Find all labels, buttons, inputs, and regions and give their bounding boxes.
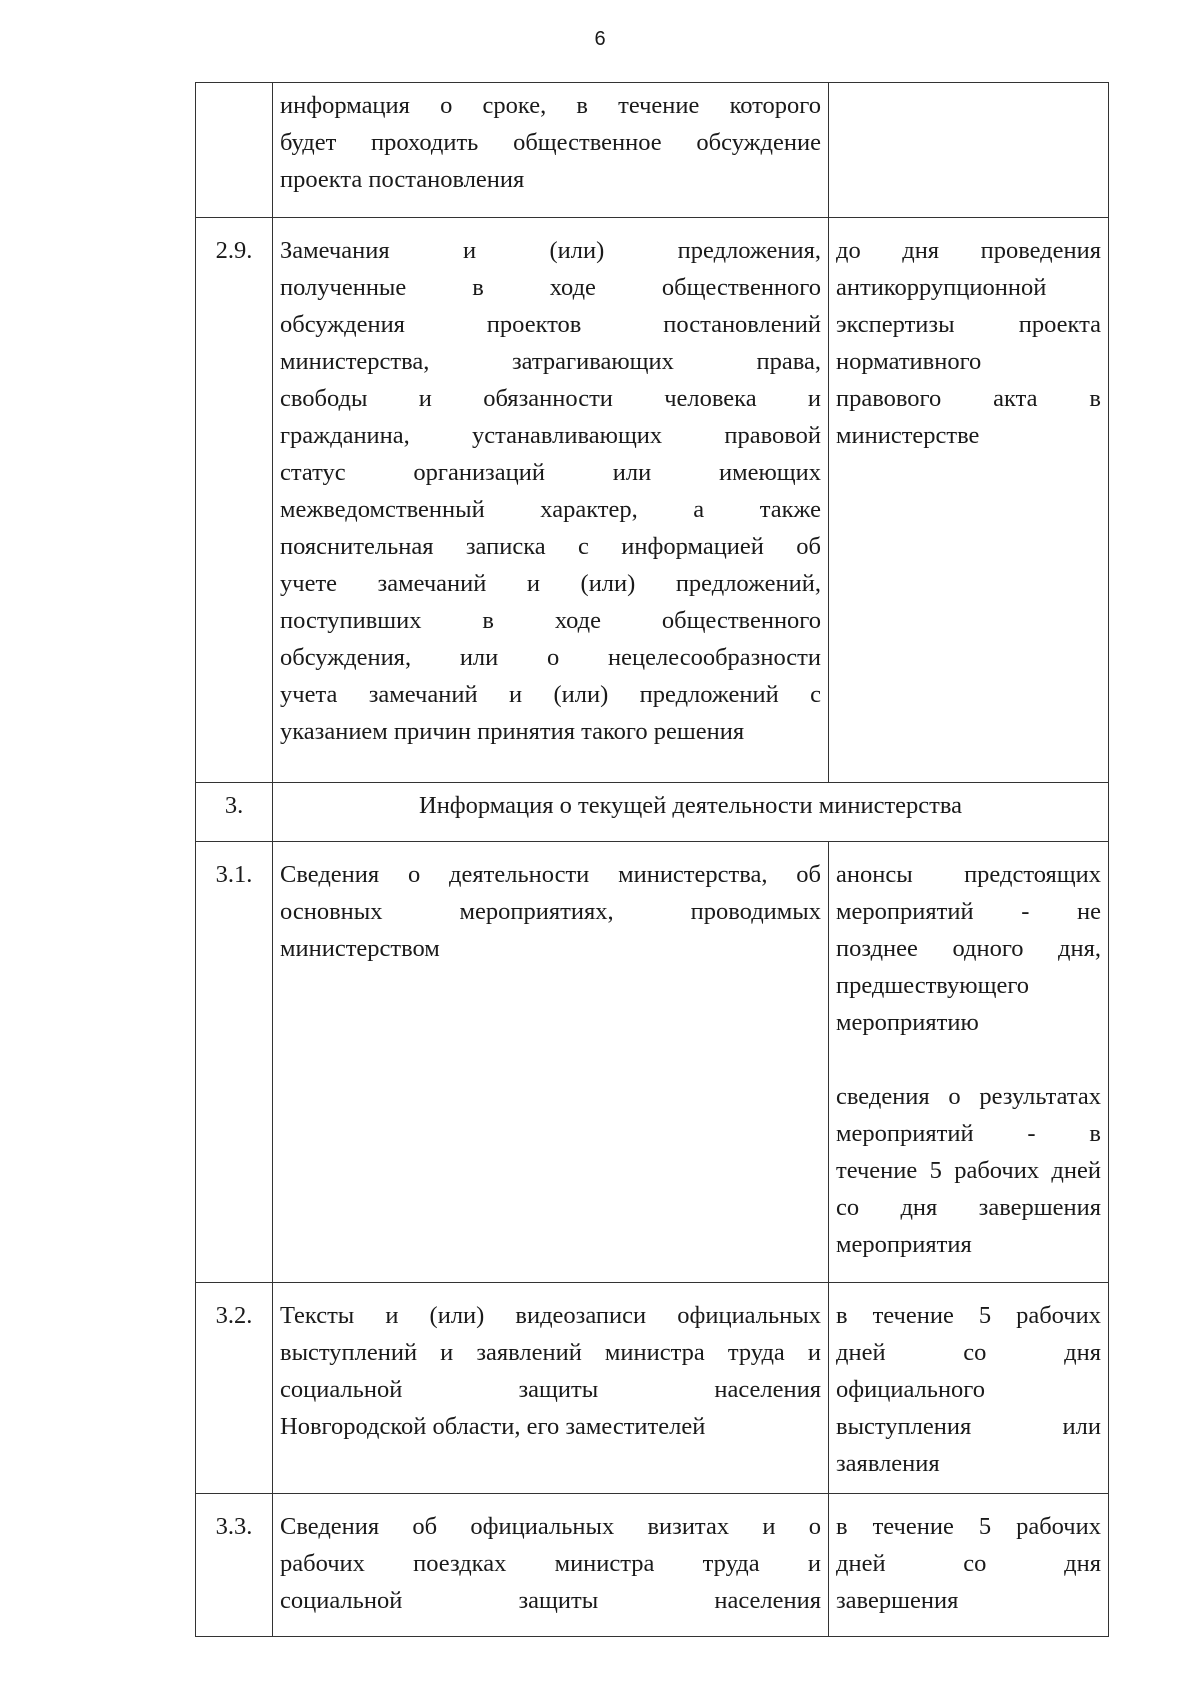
row-description (273, 83, 829, 218)
table-row (196, 83, 1109, 218)
text-line: официального (836, 1376, 985, 1403)
text-line: позднее одного дня, (836, 935, 1101, 962)
text-line: антикоррупционной (836, 274, 1047, 301)
text-line: Новгородской области, его заместителей (280, 1413, 706, 1440)
text-line: заявления (836, 1450, 940, 1477)
table-row (196, 783, 1109, 842)
text-line: поступивших в ходе общественного (280, 607, 821, 634)
document-table (195, 82, 1109, 1637)
text-line: выступления или (836, 1413, 1101, 1440)
text-line: анонсы предстоящих (836, 861, 1101, 888)
text-line: учете замечаний и (или) предложений, (280, 570, 821, 597)
text-line: министерстве (836, 422, 980, 449)
row-number: 3.3. (196, 1494, 273, 1637)
text-line: нормативного (836, 348, 982, 375)
table-row (196, 1494, 1109, 1637)
text-line: течение 5 рабочих дней (836, 1157, 1101, 1184)
text-line: социальной защиты населения (280, 1587, 821, 1614)
text-line: завершения (836, 1587, 959, 1614)
text-line: информация о сроке, в течение которого (280, 92, 821, 119)
row-number: 3. (196, 783, 273, 842)
text-line: в течение 5 рабочих (836, 1302, 1101, 1329)
text-line: выступлений и заявлений министра труда и (280, 1339, 821, 1366)
row-number: 3.1. (196, 842, 273, 1283)
row-number: 3.2. (196, 1283, 273, 1494)
text-line: со дня завершения (836, 1194, 1101, 1221)
row-term (829, 1283, 1109, 1494)
text-line: обсуждения проектов постановлений (280, 311, 821, 338)
row-number: 2.9. (196, 218, 273, 783)
text-line: Тексты и (или) видеозаписи официальных (280, 1302, 821, 1329)
row-number (196, 83, 273, 218)
text-line: сведения о результатах (836, 1083, 1101, 1110)
table-row (196, 1283, 1109, 1494)
row-description (273, 1283, 829, 1494)
text-line: пояснительная записка с информацией об (280, 533, 821, 560)
text-line: указанием причин принятия такого решения (280, 718, 745, 745)
text-line: мероприятию (836, 1009, 979, 1036)
text-line: статус организаций или имеющих (280, 459, 821, 486)
text-line: министерства, затрагивающих права, (280, 348, 821, 375)
text-line: Замечания и (или) предложения, (280, 237, 821, 264)
text-line: обсуждения, или о нецелесообразности (280, 644, 821, 671)
text-line: Сведения о деятельности министерства, об (280, 861, 821, 888)
text-line: гражданина, устанавливающих правовой (280, 422, 821, 449)
text-line: экспертизы проекта (836, 311, 1101, 338)
text-line: до дня проведения (836, 237, 1101, 264)
row-term (829, 218, 1109, 783)
row-term (829, 842, 1109, 1283)
section-title: Информация о текущей деятельности министерства (273, 783, 1109, 842)
text-line: межведомственный характер, а также (280, 496, 821, 523)
row-description (273, 218, 829, 783)
text-line: полученные в ходе общественного (280, 274, 821, 301)
row-description (273, 1494, 829, 1637)
text-line: Сведения об официальных визитах и о (280, 1513, 821, 1540)
text-line: предшествующего (836, 972, 1030, 999)
text-line: мероприятия (836, 1231, 972, 1258)
text-line: мероприятий - не (836, 898, 1101, 925)
text-line: свободы и обязанности человека и (280, 385, 821, 412)
table-row (196, 218, 1109, 783)
spacer (836, 1041, 1101, 1078)
text-line: рабочих поездках министра труда и (280, 1550, 821, 1577)
text-line: мероприятий - в (836, 1120, 1101, 1147)
text-line: будет проходить общественное обсуждение (280, 129, 821, 156)
text-line: правового акта в (836, 385, 1101, 412)
row-term (829, 83, 1109, 218)
text-line: основных мероприятиях, проводимых (280, 898, 821, 925)
text-line: учета замечаний и (или) предложений с (280, 681, 821, 708)
row-description (273, 842, 829, 1283)
table-row (196, 842, 1109, 1283)
text-line: дней со дня (836, 1550, 1101, 1577)
page-number: 6 (594, 28, 606, 50)
row-term (829, 1494, 1109, 1637)
text-line: в течение 5 рабочих (836, 1513, 1101, 1540)
text-line: министерством (280, 935, 440, 962)
text-line: социальной защиты населения (280, 1376, 821, 1403)
text-line: проекта постановления (280, 166, 525, 193)
text-line: дней со дня (836, 1339, 1101, 1366)
